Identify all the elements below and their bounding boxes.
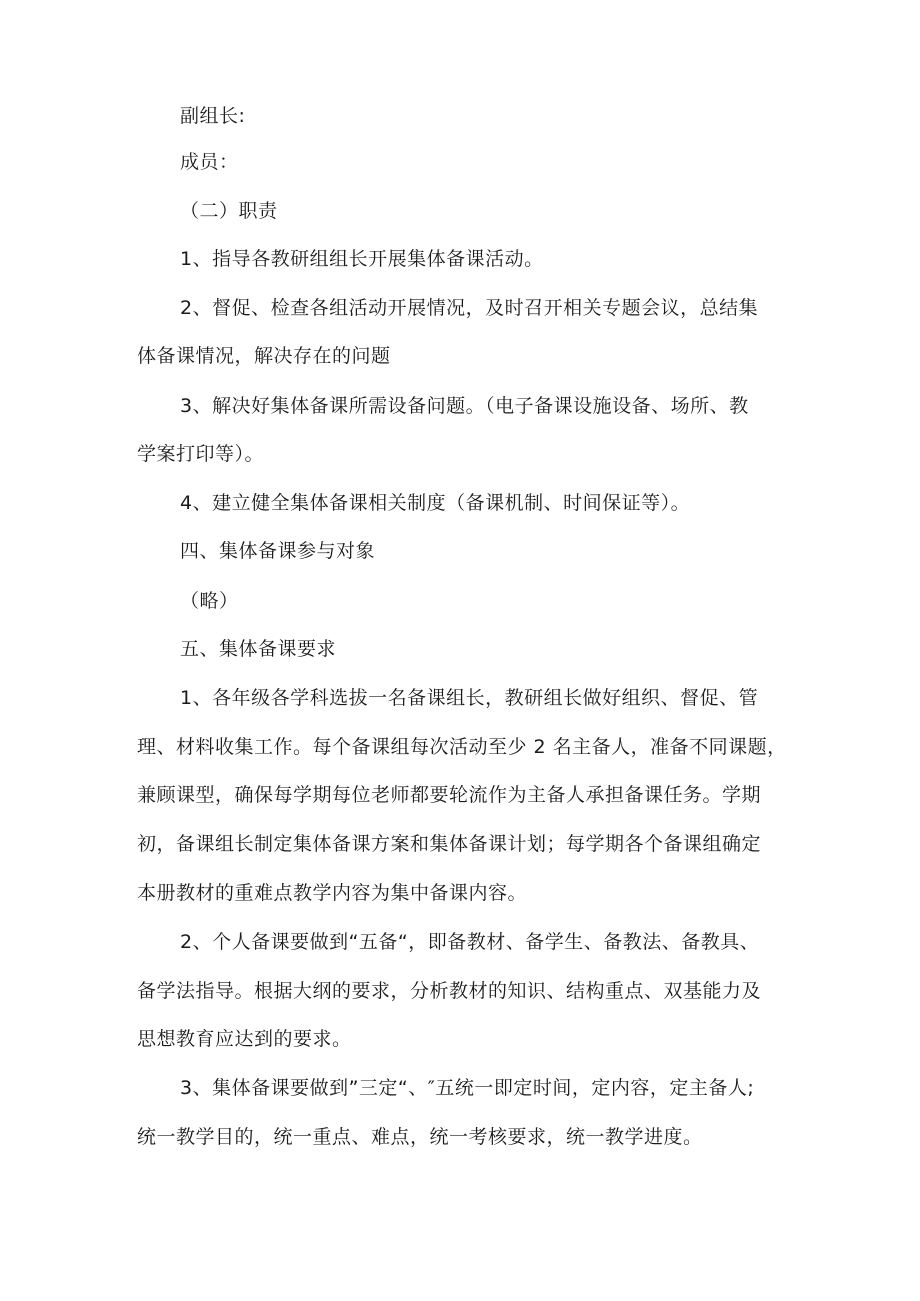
text-line: 副组长: (180, 105, 246, 127)
text-line: 本册教材的重难点教学内容为集中备课内容。 (137, 882, 528, 904)
text-line: 思想教育应达到的要求。 (137, 1028, 352, 1050)
text-line: 统一教学目的，统一重点、难点，统一考核要求，统一教学进度。 (137, 1126, 703, 1148)
text-line: 备学法指导。根据大纲的要求，分析教材的知识、结构重点、双基能力及 (137, 980, 762, 1002)
text-line: 2、个人备课要做到“五备“，即备教材、备学生、备教法、备教具、 (180, 931, 760, 953)
text-line: 体备课情况，解决存在的问题 (137, 345, 391, 367)
text-line: 兼顾课型，确保每学期每位老师都要轮流作为主备人承担备课任务。学期 (137, 784, 762, 806)
section-heading: 四、集体备课参与对象 (180, 540, 376, 562)
text-line: 3、解决好集体备课所需设备问题。（电子备课设施设备、场所、教 (180, 395, 749, 417)
text-line: 理、材料收集工作。每个备课组每次活动至少 2 名主备人，准备不同课题， (137, 736, 787, 758)
text-line: 2、督促、检查各组活动开展情况，及时召开相关专题会议，总结集 (180, 297, 759, 319)
text-line: 1、各年级各学科选拔一名备课组长，教研组长做好组织、督促、管 (180, 687, 759, 709)
section-heading: （二）职责 (180, 200, 278, 222)
text-line: （略） (180, 590, 239, 612)
section-heading: 五、集体备课要求 (180, 638, 337, 660)
text-line: 初，备课组长制定集体备课方案和集体备课计划；每学期各个备课组确定 (137, 833, 762, 855)
text-line: 成员： (180, 151, 239, 173)
text-line: 4、建立健全集体备课相关制度（备课机制、时间保证等）。 (180, 492, 691, 514)
text-line: 3、集体备课要做到”三定“、″五统一即定时间，定内容，定主备人; (180, 1077, 755, 1099)
text-line: 1、指导各教研组组长开展集体备课活动。 (180, 248, 544, 270)
text-line: 学案打印等）。 (137, 443, 265, 465)
